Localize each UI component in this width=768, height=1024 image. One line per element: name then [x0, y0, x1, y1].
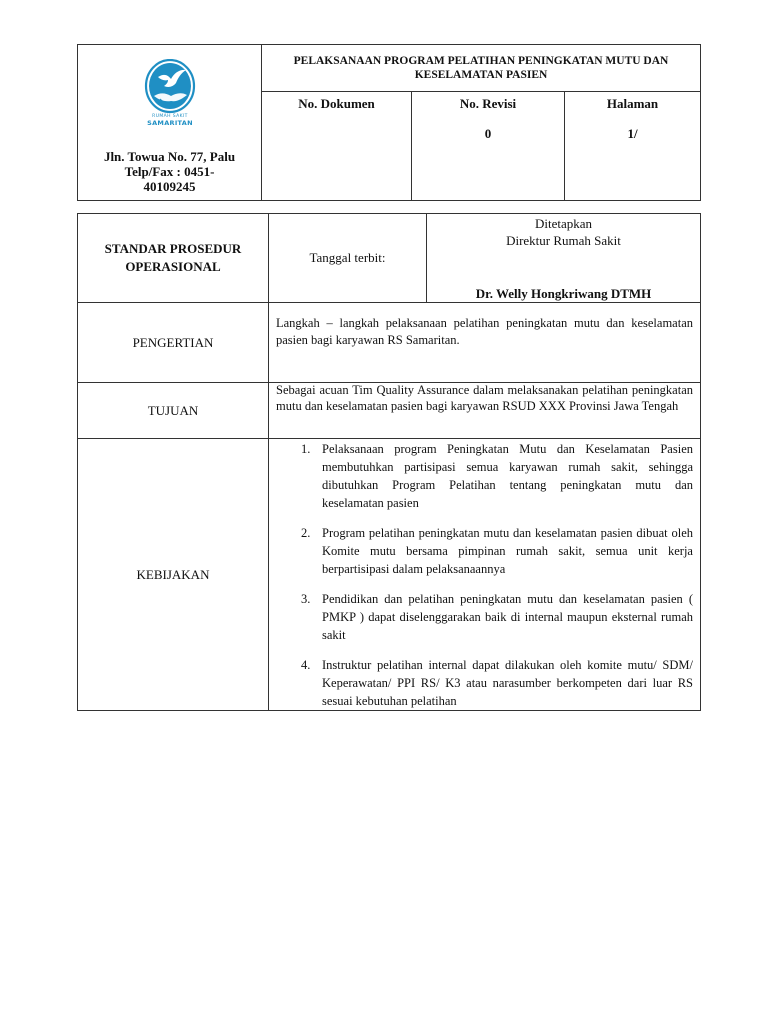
list-item-text: Pelaksanaan program Peningkatan Mutu dan Keselamatan Pasien membutuhkan partisipasi semua karyawan rumah sakit, sehingga dibutuhkan Program Pelatihan tentang peningkatan mutu dan keselamatan pasien: [322, 442, 693, 510]
tujuan-text: Sebagai acuan Tim Quality Assurance dalam melaksanakan pelatihan peningkatan mutu dan keselamatan pasien bagi karyawan RSUD XXX Provinsi Jawa Tengah: [269, 383, 701, 439]
list-item-number: 4.: [301, 658, 311, 672]
revision-cell: [412, 92, 565, 201]
logo-text-line2: SAMARITAN: [147, 119, 193, 127]
phone-fax-line-cont: 40109245: [143, 179, 196, 194]
list-item: [269, 524, 693, 578]
list-item: [269, 440, 693, 512]
list-item-text: Pendidikan dan pelatihan peningkatan mutu dan keselamatan pasien ( PMKP ) dapat diselenggarakan baik di internal maupun eksternal rumah sakit: [322, 592, 693, 642]
logo-text-line1: RUMAH SAKIT: [152, 114, 188, 119]
approval-cell: [427, 214, 701, 303]
issue-date-label: Tanggal terbit:: [309, 250, 386, 265]
issue-date-cell: [269, 214, 427, 303]
list-item: [269, 656, 693, 710]
hospital-address: [78, 149, 261, 194]
sop-label-cell: [78, 214, 269, 303]
page-value: 1/: [627, 126, 638, 141]
address-line: Jln. Towua No. 77, Palu: [103, 149, 236, 164]
list-item-number: 3.: [301, 592, 311, 606]
phone-fax-line: Telp/Fax : 0451-: [124, 164, 215, 179]
page-cell: [565, 92, 701, 201]
doc-number-label: No. Dokumen: [298, 96, 375, 111]
revision-value: 0: [484, 126, 492, 141]
doc-number-cell: [262, 92, 412, 201]
pengertian-label: PENGERTIAN: [78, 303, 269, 383]
sop-label-line2: OPERASIONAL: [125, 259, 221, 274]
approval-ditetapkan: Ditetapkan: [534, 216, 593, 231]
document-title: PELAKSANAAN PROGRAM PELATIHAN PENINGKATAN MUTU DAN KESELAMATAN PASIEN: [262, 45, 701, 92]
pengertian-text: Langkah – langkah pelaksanaan pelatihan peningkatan mutu dan keselamatan pasien bagi karyawan RS Samaritan.: [269, 303, 701, 383]
hospital-logo: [144, 59, 196, 135]
page-label: Halaman: [606, 96, 659, 111]
list-item-number: 1.: [301, 442, 311, 456]
sop-body-table: [77, 213, 701, 711]
list-item: [269, 590, 693, 644]
approval-position: Direktur Rumah Sakit: [506, 233, 621, 248]
document-header-table: [77, 44, 701, 201]
tujuan-label: TUJUAN: [78, 383, 269, 439]
revision-label: No. Revisi: [459, 96, 517, 111]
list-item-text: Program pelatihan peningkatan mutu dan keselamatan pasien dibuat oleh Komite mutu bersama pimpinan rumah sakit, semua unit kerja berpartisipasi dalam pelaksanaannya: [322, 526, 693, 576]
approver-name: Dr. Welly Hongkriwang DTMH: [475, 286, 652, 301]
kebijakan-content: [269, 439, 701, 711]
list-item-number: 2.: [301, 526, 311, 540]
list-item-text: Instruktur pelatihan internal dapat dilakukan oleh komite mutu/ SDM/ Keperawatan/ PPI RS/ K3 atau narasumber berkompeten dari luar RS sesuai kebutuhan pelatihan: [322, 658, 693, 708]
kebijakan-list: [269, 440, 700, 710]
sop-label-line1: STANDAR PROSEDUR: [104, 241, 242, 256]
kebijakan-label: KEBIJAKAN: [78, 439, 269, 711]
logo-address-cell: [78, 45, 262, 201]
